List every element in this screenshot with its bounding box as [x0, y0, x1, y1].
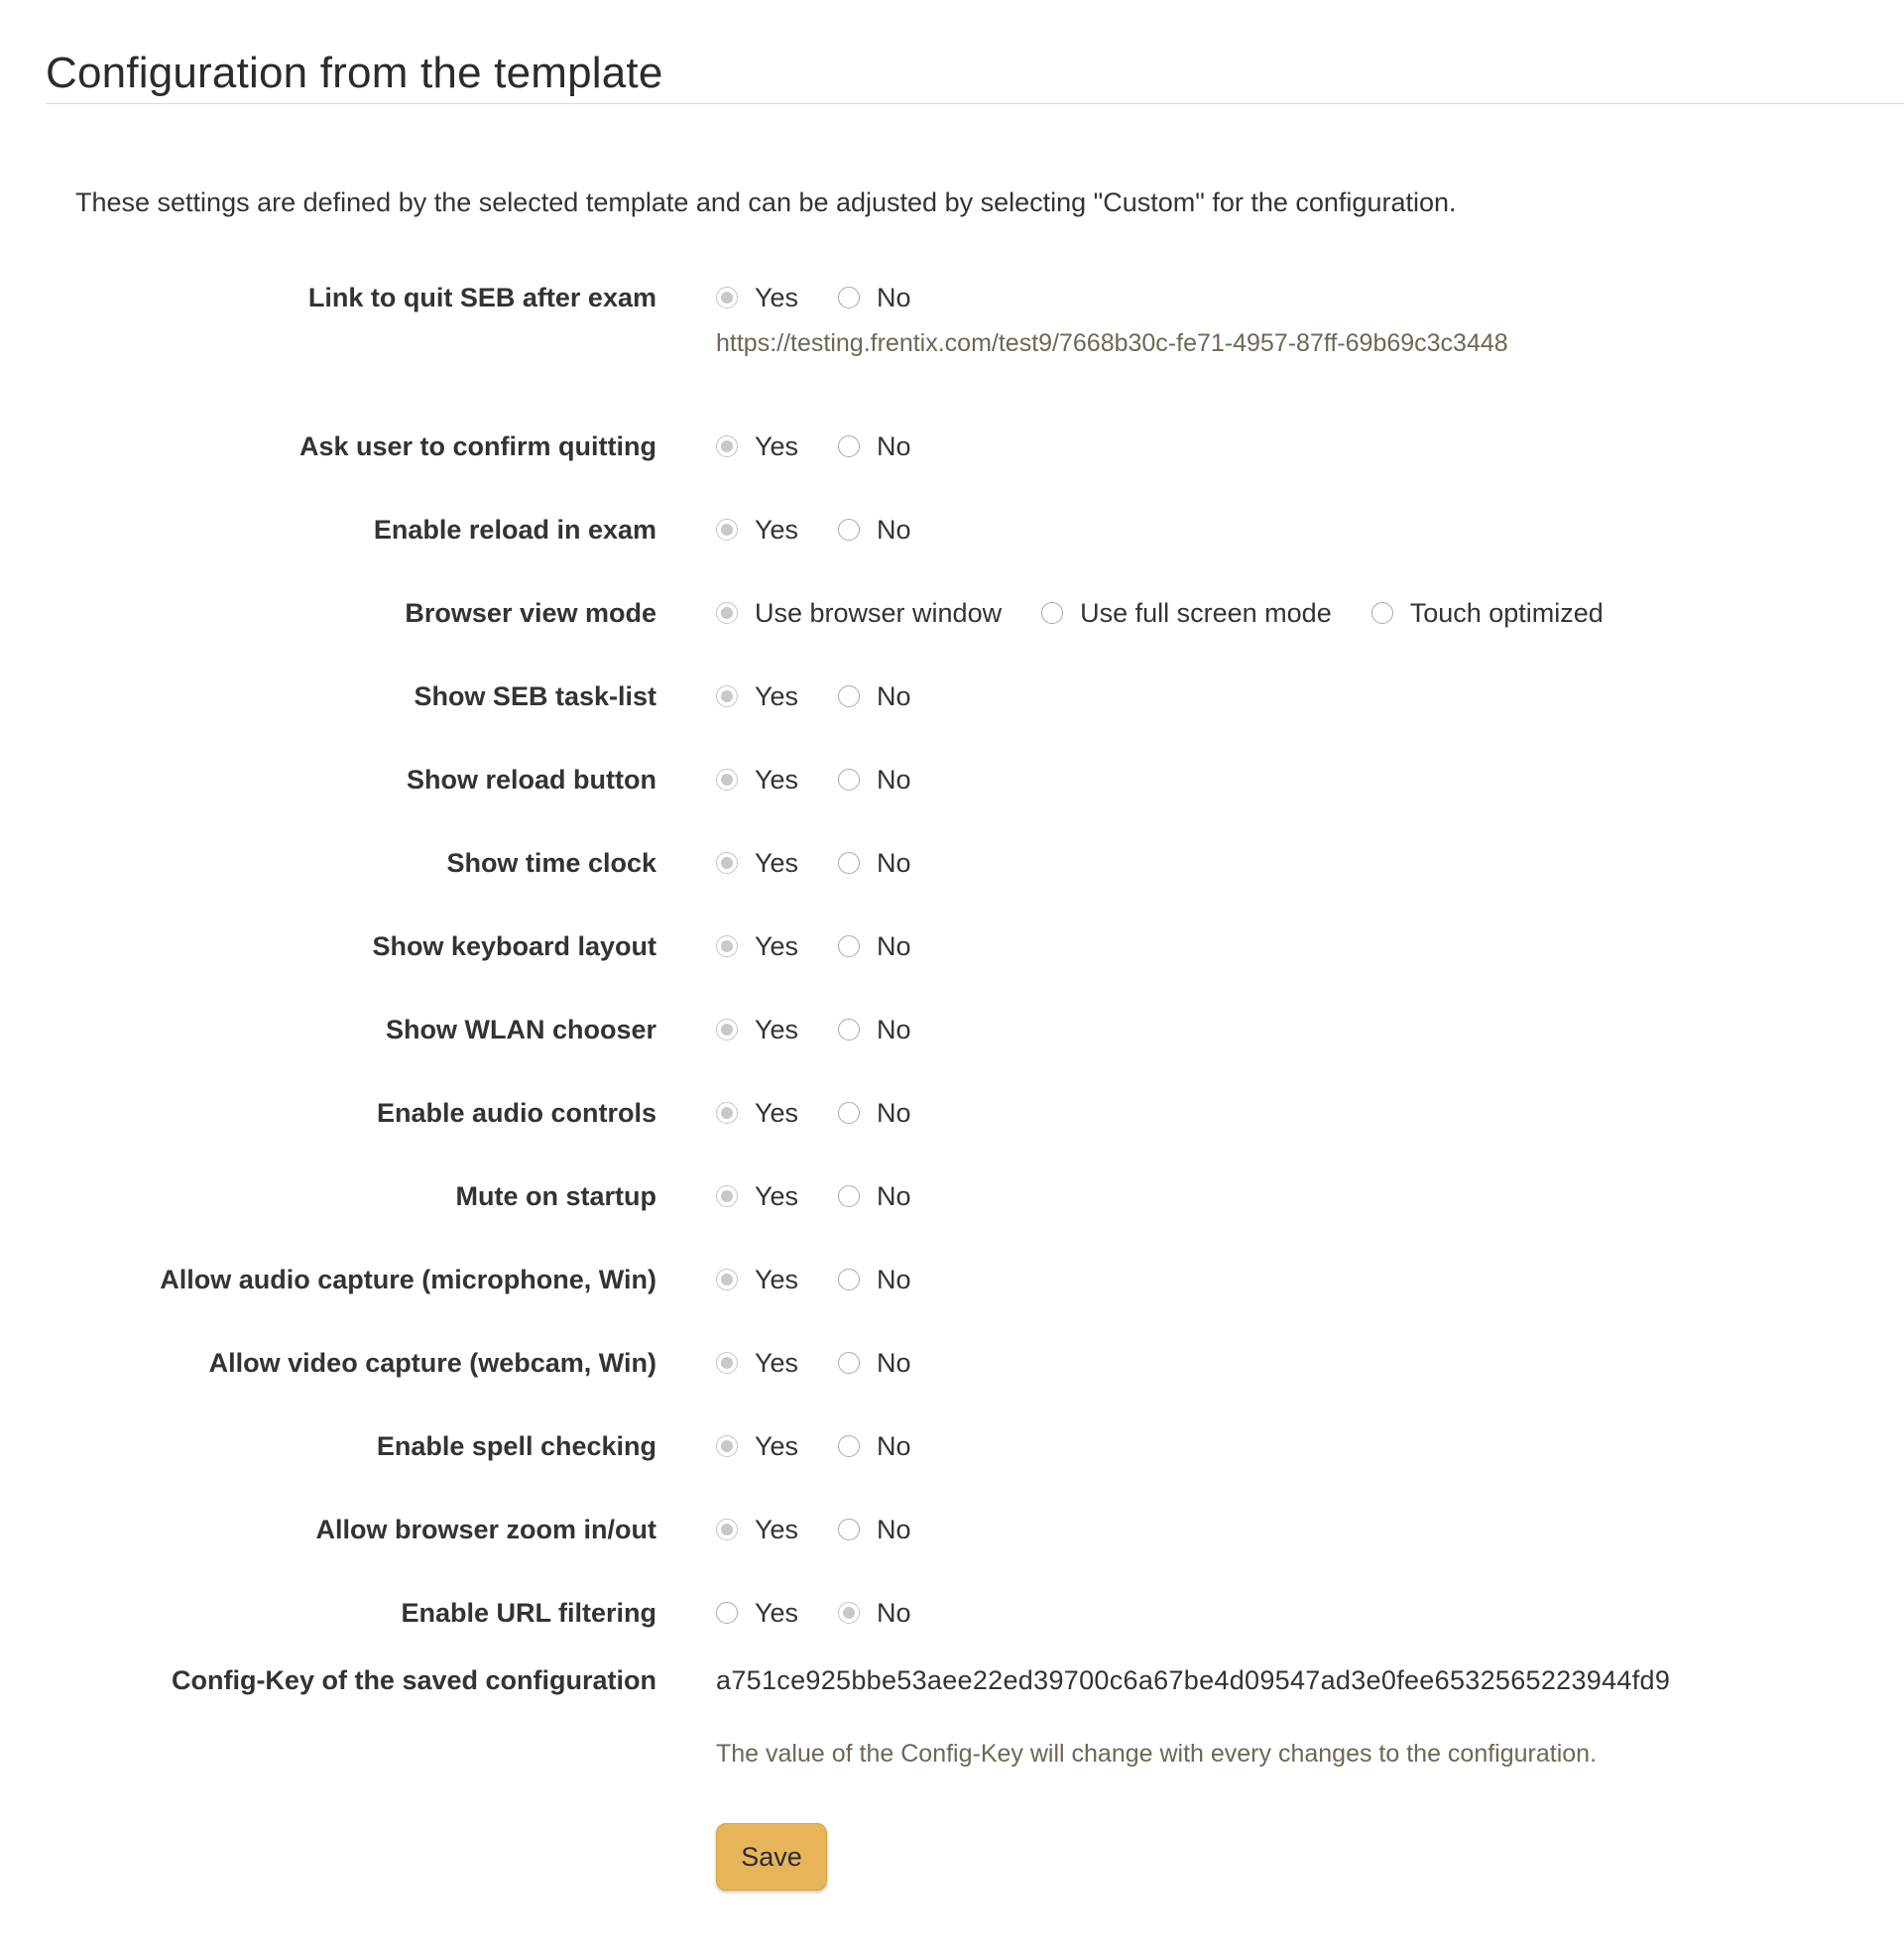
setting-row-allow-audio-capture-microphone-win: [0, 1260, 1904, 1299]
radio-option-label: Yes: [755, 1348, 799, 1378]
radio-group-show-reload-button: [716, 760, 951, 799]
setting-label: Show SEB task-list: [414, 681, 656, 711]
setting-label: Browser view mode: [405, 598, 656, 628]
radio-unchecked-icon[interactable]: [1041, 602, 1063, 624]
radio-group-ask-user-to-confirm-quitting: [716, 427, 951, 466]
setting-row-allow-browser-zoom-in-out: [0, 1510, 1904, 1549]
radio-unchecked-icon[interactable]: [838, 1102, 860, 1124]
radio-checked-icon[interactable]: [716, 852, 738, 874]
radio-option-label: No: [877, 1348, 911, 1378]
radio-checked-icon[interactable]: [716, 769, 738, 791]
radio-option-label: Yes: [755, 848, 799, 878]
title-divider: [46, 103, 1904, 104]
setting-row-show-reload-button: [0, 760, 1904, 799]
radio-option-label: No: [877, 1015, 911, 1044]
radio-unchecked-icon[interactable]: [838, 685, 860, 707]
radio-checked-icon[interactable]: [716, 287, 738, 308]
setting-row-show-keyboard-layout: [0, 926, 1904, 966]
setting-label: Allow video capture (webcam, Win): [208, 1348, 656, 1378]
radio-option-label: No: [877, 1431, 911, 1461]
setting-label: Allow audio capture (microphone, Win): [160, 1265, 656, 1294]
config-key-help: The value of the Config-Key will change with every changes to the configuration.: [716, 1740, 1598, 1768]
radio-group-mute-on-startup: [716, 1176, 951, 1216]
radio-option-label: No: [877, 283, 911, 312]
radio-unchecked-icon[interactable]: [838, 519, 860, 541]
radio-option-yes[interactable]: [716, 676, 798, 716]
radio-option-yes[interactable]: [716, 427, 798, 466]
setting-row-allow-video-capture-webcam-win: [0, 1343, 1904, 1383]
setting-row-link-to-quit-seb-after-exam: [0, 278, 1904, 317]
radio-option-label: Yes: [755, 1431, 799, 1461]
setting-row-browser-view-mode: [0, 593, 1904, 633]
config-key-value: a751ce925bbe53aee22ed39700c6a67be4d09547ad3e0fee6532565223944fd9: [716, 1665, 1671, 1695]
setting-row-enable-url-filtering: [0, 1593, 1904, 1633]
radio-option-no[interactable]: [838, 510, 911, 550]
setting-row-show-time-clock: [0, 843, 1904, 883]
radio-option-yes[interactable]: [716, 1510, 798, 1549]
setting-label: Mute on startup: [455, 1181, 656, 1211]
radio-option-yes[interactable]: [716, 1593, 798, 1633]
radio-unchecked-icon[interactable]: [838, 1519, 860, 1540]
radio-option-no[interactable]: [838, 1510, 911, 1549]
setting-row-ask-user-to-confirm-quitting: [0, 427, 1904, 466]
radio-option-label: No: [877, 1098, 911, 1128]
radio-group-show-keyboard-layout: [716, 926, 951, 966]
radio-checked-icon[interactable]: [716, 1185, 738, 1207]
radio-unchecked-icon[interactable]: [838, 852, 860, 874]
setting-row-enable-reload-in-exam: [0, 510, 1904, 550]
radio-group-allow-browser-zoom-in-out: [716, 1510, 951, 1549]
radio-option-yes[interactable]: [716, 278, 798, 317]
radio-group-enable-url-filtering: [716, 1593, 951, 1633]
setting-label: Show time clock: [446, 848, 656, 878]
setting-row-show-wlan-chooser: [0, 1010, 1904, 1049]
radio-unchecked-icon[interactable]: [1371, 602, 1393, 624]
radio-option-label: No: [877, 1181, 911, 1211]
radio-group-show-time-clock: [716, 843, 951, 883]
setting-label: Show reload button: [407, 765, 656, 795]
setting-label: Ask user to confirm quitting: [298, 431, 656, 461]
setting-label: Show keyboard layout: [372, 931, 656, 961]
setting-label: Enable URL filtering: [401, 1598, 656, 1628]
radio-option-no[interactable]: [838, 1343, 911, 1383]
radio-option-yes[interactable]: [716, 1093, 798, 1133]
radio-option-label: Use browser window: [755, 598, 1003, 628]
radio-checked-icon[interactable]: [716, 602, 738, 624]
radio-checked-icon[interactable]: [716, 1102, 738, 1124]
radio-checked-icon[interactable]: [716, 519, 738, 541]
radio-unchecked-icon[interactable]: [838, 1269, 860, 1290]
config-key-row: [0, 1660, 1904, 1700]
setting-label: Link to quit SEB after exam: [307, 283, 656, 312]
radio-group-allow-audio-capture-microphone-win: [716, 1260, 951, 1299]
radio-checked-icon[interactable]: [716, 935, 738, 957]
radio-option-label: Touch optimized: [1409, 598, 1604, 628]
radio-group-show-seb-task-list: [716, 676, 951, 716]
radio-unchecked-icon[interactable]: [838, 1435, 860, 1457]
radio-option-label: Yes: [755, 681, 799, 711]
radio-group-enable-audio-controls: [716, 1093, 951, 1133]
radio-unchecked-icon[interactable]: [838, 287, 860, 308]
radio-checked-icon[interactable]: [716, 435, 738, 457]
config-key-label: Config-Key of the saved configuration: [171, 1665, 656, 1695]
radio-option-yes[interactable]: [716, 1343, 798, 1383]
setting-row-enable-spell-checking: [0, 1426, 1904, 1466]
radio-option-yes[interactable]: [716, 1260, 798, 1299]
radio-option-yes[interactable]: [716, 1176, 798, 1216]
save-button[interactable]: Save: [716, 1823, 827, 1891]
setting-label: Enable reload in exam: [373, 515, 656, 545]
radio-option-label: No: [877, 1598, 911, 1628]
radio-option-label: No: [877, 848, 911, 878]
radio-unchecked-icon[interactable]: [838, 1019, 860, 1040]
page-title: Configuration from the template: [46, 49, 663, 97]
setting-label: Enable spell checking: [376, 1431, 656, 1461]
setting-row-show-seb-task-list: [0, 676, 1904, 716]
radio-option-label: Yes: [755, 931, 799, 961]
radio-checked-icon[interactable]: [838, 1602, 860, 1624]
radio-option-label: Use full screen mode: [1080, 598, 1332, 628]
radio-option-label: Yes: [755, 1265, 799, 1294]
radio-checked-icon[interactable]: [716, 1019, 738, 1040]
radio-option-yes[interactable]: [716, 926, 798, 966]
radio-option-label: No: [877, 515, 911, 545]
radio-option-yes[interactable]: [716, 843, 798, 883]
radio-option-label: Yes: [755, 431, 799, 461]
radio-group-enable-reload-in-exam: [716, 510, 951, 550]
radio-option-no[interactable]: [838, 1593, 911, 1633]
radio-group-enable-spell-checking: [716, 1426, 951, 1466]
radio-option-label: No: [877, 931, 911, 961]
setting-label: Enable audio controls: [376, 1098, 656, 1128]
radio-option-no[interactable]: [838, 760, 911, 799]
radio-option-label: Yes: [755, 283, 799, 312]
radio-option-no[interactable]: [838, 676, 911, 716]
radio-option-label: Yes: [755, 515, 799, 545]
radio-option-label: Yes: [755, 1098, 799, 1128]
radio-checked-icon[interactable]: [716, 1519, 738, 1540]
radio-option-no[interactable]: [838, 1260, 911, 1299]
radio-option-label: No: [877, 765, 911, 795]
radio-option-no[interactable]: [838, 843, 911, 883]
radio-option-label: Yes: [755, 765, 799, 795]
radio-option-no[interactable]: [838, 427, 911, 466]
radio-option-no[interactable]: [838, 926, 911, 966]
setting-label: Show WLAN chooser: [385, 1015, 656, 1044]
radio-checked-icon[interactable]: [716, 685, 738, 707]
radio-checked-icon[interactable]: [716, 1269, 738, 1290]
radio-option-yes[interactable]: [716, 760, 798, 799]
radio-option-use-full-screen-mode[interactable]: [1041, 593, 1332, 633]
radio-option-yes[interactable]: [716, 1426, 798, 1466]
quit-link-url: https://testing.frentix.com/test9/7668b30c-fe71-4957-87ff-69b69c3c3448: [716, 329, 1508, 357]
radio-option-yes[interactable]: [716, 510, 798, 550]
radio-group-browser-view-mode: [716, 593, 1643, 633]
radio-option-no[interactable]: [838, 1176, 911, 1216]
radio-option-no[interactable]: [838, 278, 911, 317]
radio-option-label: No: [877, 1265, 911, 1294]
radio-option-no[interactable]: [838, 1010, 911, 1049]
radio-option-label: No: [877, 1515, 911, 1544]
radio-option-touch-optimized[interactable]: [1371, 593, 1604, 633]
radio-option-label: Yes: [755, 1181, 799, 1211]
setting-label: Allow browser zoom in/out: [315, 1515, 656, 1544]
radio-unchecked-icon[interactable]: [838, 1185, 860, 1207]
radio-option-use-browser-window[interactable]: [716, 593, 1002, 633]
setting-row-enable-audio-controls: [0, 1093, 1904, 1133]
radio-option-no[interactable]: [838, 1426, 911, 1466]
radio-option-no[interactable]: [838, 1093, 911, 1133]
radio-checked-icon[interactable]: [716, 1435, 738, 1457]
radio-group-show-wlan-chooser: [716, 1010, 951, 1049]
radio-unchecked-icon[interactable]: [838, 769, 860, 791]
radio-checked-icon[interactable]: [716, 1352, 738, 1374]
radio-unchecked-icon[interactable]: [716, 1602, 738, 1624]
radio-unchecked-icon[interactable]: [838, 935, 860, 957]
radio-option-label: Yes: [755, 1015, 799, 1044]
intro-text: These settings are defined by the selected template and can be adjusted by selecting "Custom" for the configuration.: [75, 187, 1457, 217]
radio-group-link-to-quit-seb-after-exam: [716, 278, 951, 317]
radio-option-label: No: [877, 431, 911, 461]
setting-row-mute-on-startup: [0, 1176, 1904, 1216]
radio-option-label: No: [877, 681, 911, 711]
radio-option-label: Yes: [755, 1598, 799, 1628]
radio-group-allow-video-capture-webcam-win: [716, 1343, 951, 1383]
radio-option-yes[interactable]: [716, 1010, 798, 1049]
radio-option-label: Yes: [755, 1515, 799, 1544]
radio-unchecked-icon[interactable]: [838, 435, 860, 457]
radio-unchecked-icon[interactable]: [838, 1352, 860, 1374]
